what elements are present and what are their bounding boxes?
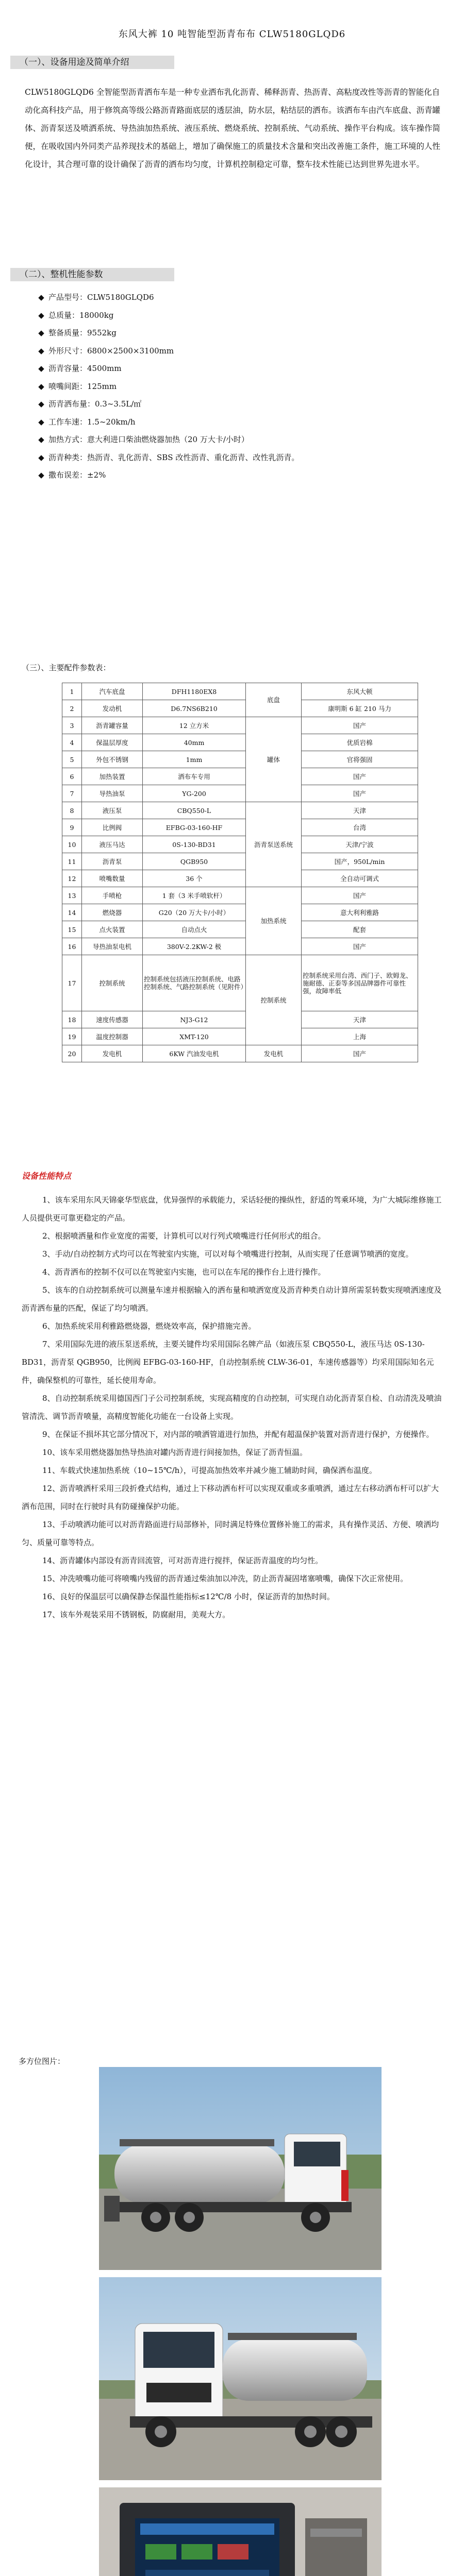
table-row: 9 比例阀 EFBG-03-160-HF 台湾 — [62, 819, 418, 836]
diamond-bullet-icon: ◆ — [38, 293, 44, 302]
control-panel-photo — [99, 2487, 382, 2576]
table-row: 1 汽车底盘 DFH1180EX8 底盘 东风大顿 — [62, 683, 418, 700]
table-row: 20 发电机 6KW 汽油发电机 发电机 国产 — [62, 1045, 418, 1062]
table-row: 6 加热装置 洒布车专用 国产 — [62, 768, 418, 785]
feature-item: 2、根据喷洒量和作业宽度的需要，计算机可以对行列式喷嘴进行任何形式的组合。 — [42, 1231, 326, 1241]
table-row: 3 沥青罐容量 12 立方米 罐体 国产 — [62, 717, 418, 734]
table-row: 11 沥青泵 QGB950 国产，950L/min — [62, 853, 418, 870]
feature-item: 8、自动控制系统采用德国西门子公司控制系统，实现高精度的自动控制，可实现自动化沥青泵自检、自动清洗及喷油管清洗、调节沥青喷量，高精度智能化功能在一台设备上实现。 — [22, 1394, 442, 1421]
intro-paragraph: CLW5180GLQD6 全智能型沥青洒布车是一种专业洒布乳化沥青、稀释沥青、热沥青、高粘度改性等沥青的智能化自动化高科技产品，用于修筑高等级公路沥青路面底层的透层油，防水层，粘结层的洒布。该洒布车由汽车底盘、沥青罐体、沥青泵送及喷洒系统、导热油加热系统、液压系统、燃烧系统、控制系统、气动系统、操作平台构成。该车操作简便，在吸收国内外同类产品养现技术的基础上，增加了确保施工的质量技术含量和突出改善施工条件，施工环境的人性化设计，其合理可靠的设计确保了沥青的洒布均匀度，计算机控制稳定可靠，整车技术性能已达到世界先进水平。 — [25, 88, 441, 169]
truck-photo-front — [99, 2277, 382, 2480]
diamond-bullet-icon: ◆ — [38, 470, 44, 480]
feature-item: 12、沥青喷洒杆采用三段折叠式结构，通过上下移动洒布杆可以实现双重或多重喷洒，通过左右移动洒布杆可以扩大洒布范围，同时在行驶时具有防碰撞保护功能。 — [22, 1484, 439, 1511]
feature-item: 4、沥青洒布的控制不仅可以在驾驶室内实施，也可以在车尾的操作台上进行操作。 — [42, 1267, 326, 1277]
diamond-bullet-icon: ◆ — [38, 417, 44, 427]
spec-table-caption: （三）、主要配件参数表： — [22, 663, 111, 672]
diamond-bullet-icon: ◆ — [38, 452, 44, 462]
table-row: 13 手喷枪 1 套（3 米手喷软杆） 加热系统 国产 — [62, 887, 418, 904]
param-item: ◆ 工作车速：1.5~20km/h — [38, 413, 299, 431]
param-item: ◆ 沥青种类：热沥青、乳化沥青、SBS 改性沥青、重化沥青、改性乳沥青。 — [38, 449, 299, 467]
table-row: 16 导热油泵电机 380V-2.2KW-2 极 国产 — [62, 938, 418, 955]
feature-item: 17、该车外观装采用不锈钢板，防腐耐用，美观大方。 — [42, 1610, 230, 1619]
features-title: 设备性能特点 — [22, 1171, 72, 1181]
feature-item: 1、该车采用东风天锦豪华型底盘，优异强悍的承载能力，采话轻便的操纵性，舒适的驾乘环境，为广大城际维修施工人员提供更可靠更稳定的产品。 — [22, 1195, 442, 1223]
feature-item: 3、手动/自动控制方式均可以在驾驶室内实施，可以对每个喷嘴进行控制，从而实现了任意调节喷洒的宽度。 — [42, 1249, 413, 1259]
spec-table — [62, 683, 418, 1062]
table-row: 18 速度传感器 NJ3-G12 天津 — [62, 1011, 418, 1028]
table-row: 17 控制系统 控制系统包括液压控制系统、电路控制系统、气路控制系统（见附件） 控制系统 控制系统采用台湾、西门子、欧姆龙、施耐德、正泰等多国品牌器件可靠性强，故障率低 — [62, 955, 418, 1011]
diamond-bullet-icon: ◆ — [38, 364, 44, 373]
param-item: ◆ 撒布误差：±2% — [38, 466, 299, 484]
table-row: 7 导热油泵 YG-200 国产 — [62, 785, 418, 802]
param-item: ◆ 加热方式：意大利进口柴油燃烧器加热（20 万大卡/小时） — [38, 431, 299, 449]
feature-item: 7、采用国际先进的液压泵送系统，主要关键件均采用国际名牌产品（如液压泵 CBQ550-L，液压马达 0S-130-BD31，沥青泵 QGB950，比例阀 EFBG-03-160-HF，自动控制系统 CLW-36-01，车速传感器等）均采用国际知名元件，确保整机的可靠性，延长使用寿命。 — [22, 1340, 434, 1385]
table-row: 14 燃烧器 G20（20 万大卡/小时） 意大利利雅路 — [62, 904, 418, 921]
param-item: ◆ 喷嘴间距：125mm — [38, 378, 299, 396]
table-row: 4 保温层厚度 40mm 优质岩棉 — [62, 734, 418, 751]
feature-item: 10、该车采用燃烧器加热导热油对罐内沥青进行间接加热，保证了沥青恒温。 — [42, 1448, 308, 1457]
table-row: 15 点火装置 自动点火 配套 — [62, 921, 418, 938]
features-list — [22, 1191, 445, 1624]
diamond-bullet-icon: ◆ — [38, 310, 44, 320]
feature-item: 14、沥青罐体内部设有沥青回流管，可对沥青进行搅拌，保证沥青温度的均匀性。 — [42, 1556, 323, 1565]
page-title: 东风大裤 10 吨智能型沥青布布 CLW5180GLQD6 — [118, 29, 346, 40]
feature-item: 13、手动喷洒功能可以对沥青路面进行局部修补，同时满足特殊位置修补施工的需求，具有操作灵活、方便、喷洒均匀、质量可靠等特点。 — [22, 1520, 439, 1547]
feature-item: 9、在保证不损坏其它部分情况下，对内部的喷洒管道进行加热，并配有超温保护装置对沥青进行保护，方便操作。 — [42, 1430, 434, 1439]
feature-item: 6、加热系统采用利雅路燃烧器，燃烧效率高，保护措施完善。 — [42, 1321, 256, 1331]
table-row: 10 液压马达 0S-130-BD31 天津/宁波 — [62, 836, 418, 853]
feature-item: 5、该车的自动控制系统可以测量车速并根据输入的洒布量和喷洒宽度及沥青种类自动计算所需泵转数实现喷洒速度及沥青洒布量的匹配，保证了均匀喷洒。 — [22, 1285, 442, 1313]
diamond-bullet-icon: ◆ — [38, 435, 44, 444]
param-item: ◆ 产品型号：CLW5180GLQD6 — [38, 289, 299, 307]
param-item: ◆ 总质量：18000kg — [38, 307, 299, 325]
param-item: ◆ 外形尺寸：6800×2500×3100mm — [38, 342, 299, 360]
control-panel-image — [99, 2487, 382, 2576]
section-head-params: （二）、整机性能参数 — [10, 268, 174, 281]
table-row: 8 液压泵 CBQ550-L 沥青泵送系统 天津 — [62, 802, 418, 819]
diamond-bullet-icon: ◆ — [38, 399, 44, 409]
feature-item: 15、冲洗喷嘴功能可将喷嘴内残留的沥青通过柴油加以冲洗，防止沥青凝固堵塞喷嘴，确保下次正常使用。 — [42, 1574, 408, 1583]
feature-item: 11、车载式快速加热系统（10~15℃/h），可提高加热效率并减少施工辅助时间，确保洒布温度。 — [42, 1466, 377, 1475]
table-row: 19 温度控制器 XMT-120 上海 — [62, 1028, 418, 1045]
truck-side-image — [99, 2067, 382, 2270]
params-list — [38, 289, 299, 484]
diamond-bullet-icon: ◆ — [38, 328, 44, 337]
param-item: ◆ 整备质量：9552kg — [38, 324, 299, 342]
section-head-intro: （一）、设备用途及简单介绍 — [10, 56, 174, 69]
multi-angle-label: 多方位图片： — [19, 2057, 65, 2066]
param-item: ◆ 沥青容量：4500mm — [38, 360, 299, 378]
feature-item: 16、良好的保温层可以确保静态保温性能指标≤12℃/8 小时，保证沥青的加热时间。 — [42, 1592, 335, 1601]
table-row: 12 喷嘴数量 36 个 全自动可调式 — [62, 870, 418, 887]
diamond-bullet-icon: ◆ — [38, 346, 44, 355]
truck-front-image — [99, 2277, 382, 2480]
truck-photo-side — [99, 2067, 382, 2270]
table-row: 2 发动机 D6.7NS6B210 康明斯 6 缸 210 马力 — [62, 700, 418, 717]
table-row: 5 外包不锈钢 1mm 官将强固 — [62, 751, 418, 768]
param-item: ◆ 沥青洒布量：0.3~3.5L/㎡ — [38, 395, 299, 413]
diamond-bullet-icon: ◆ — [38, 381, 44, 391]
